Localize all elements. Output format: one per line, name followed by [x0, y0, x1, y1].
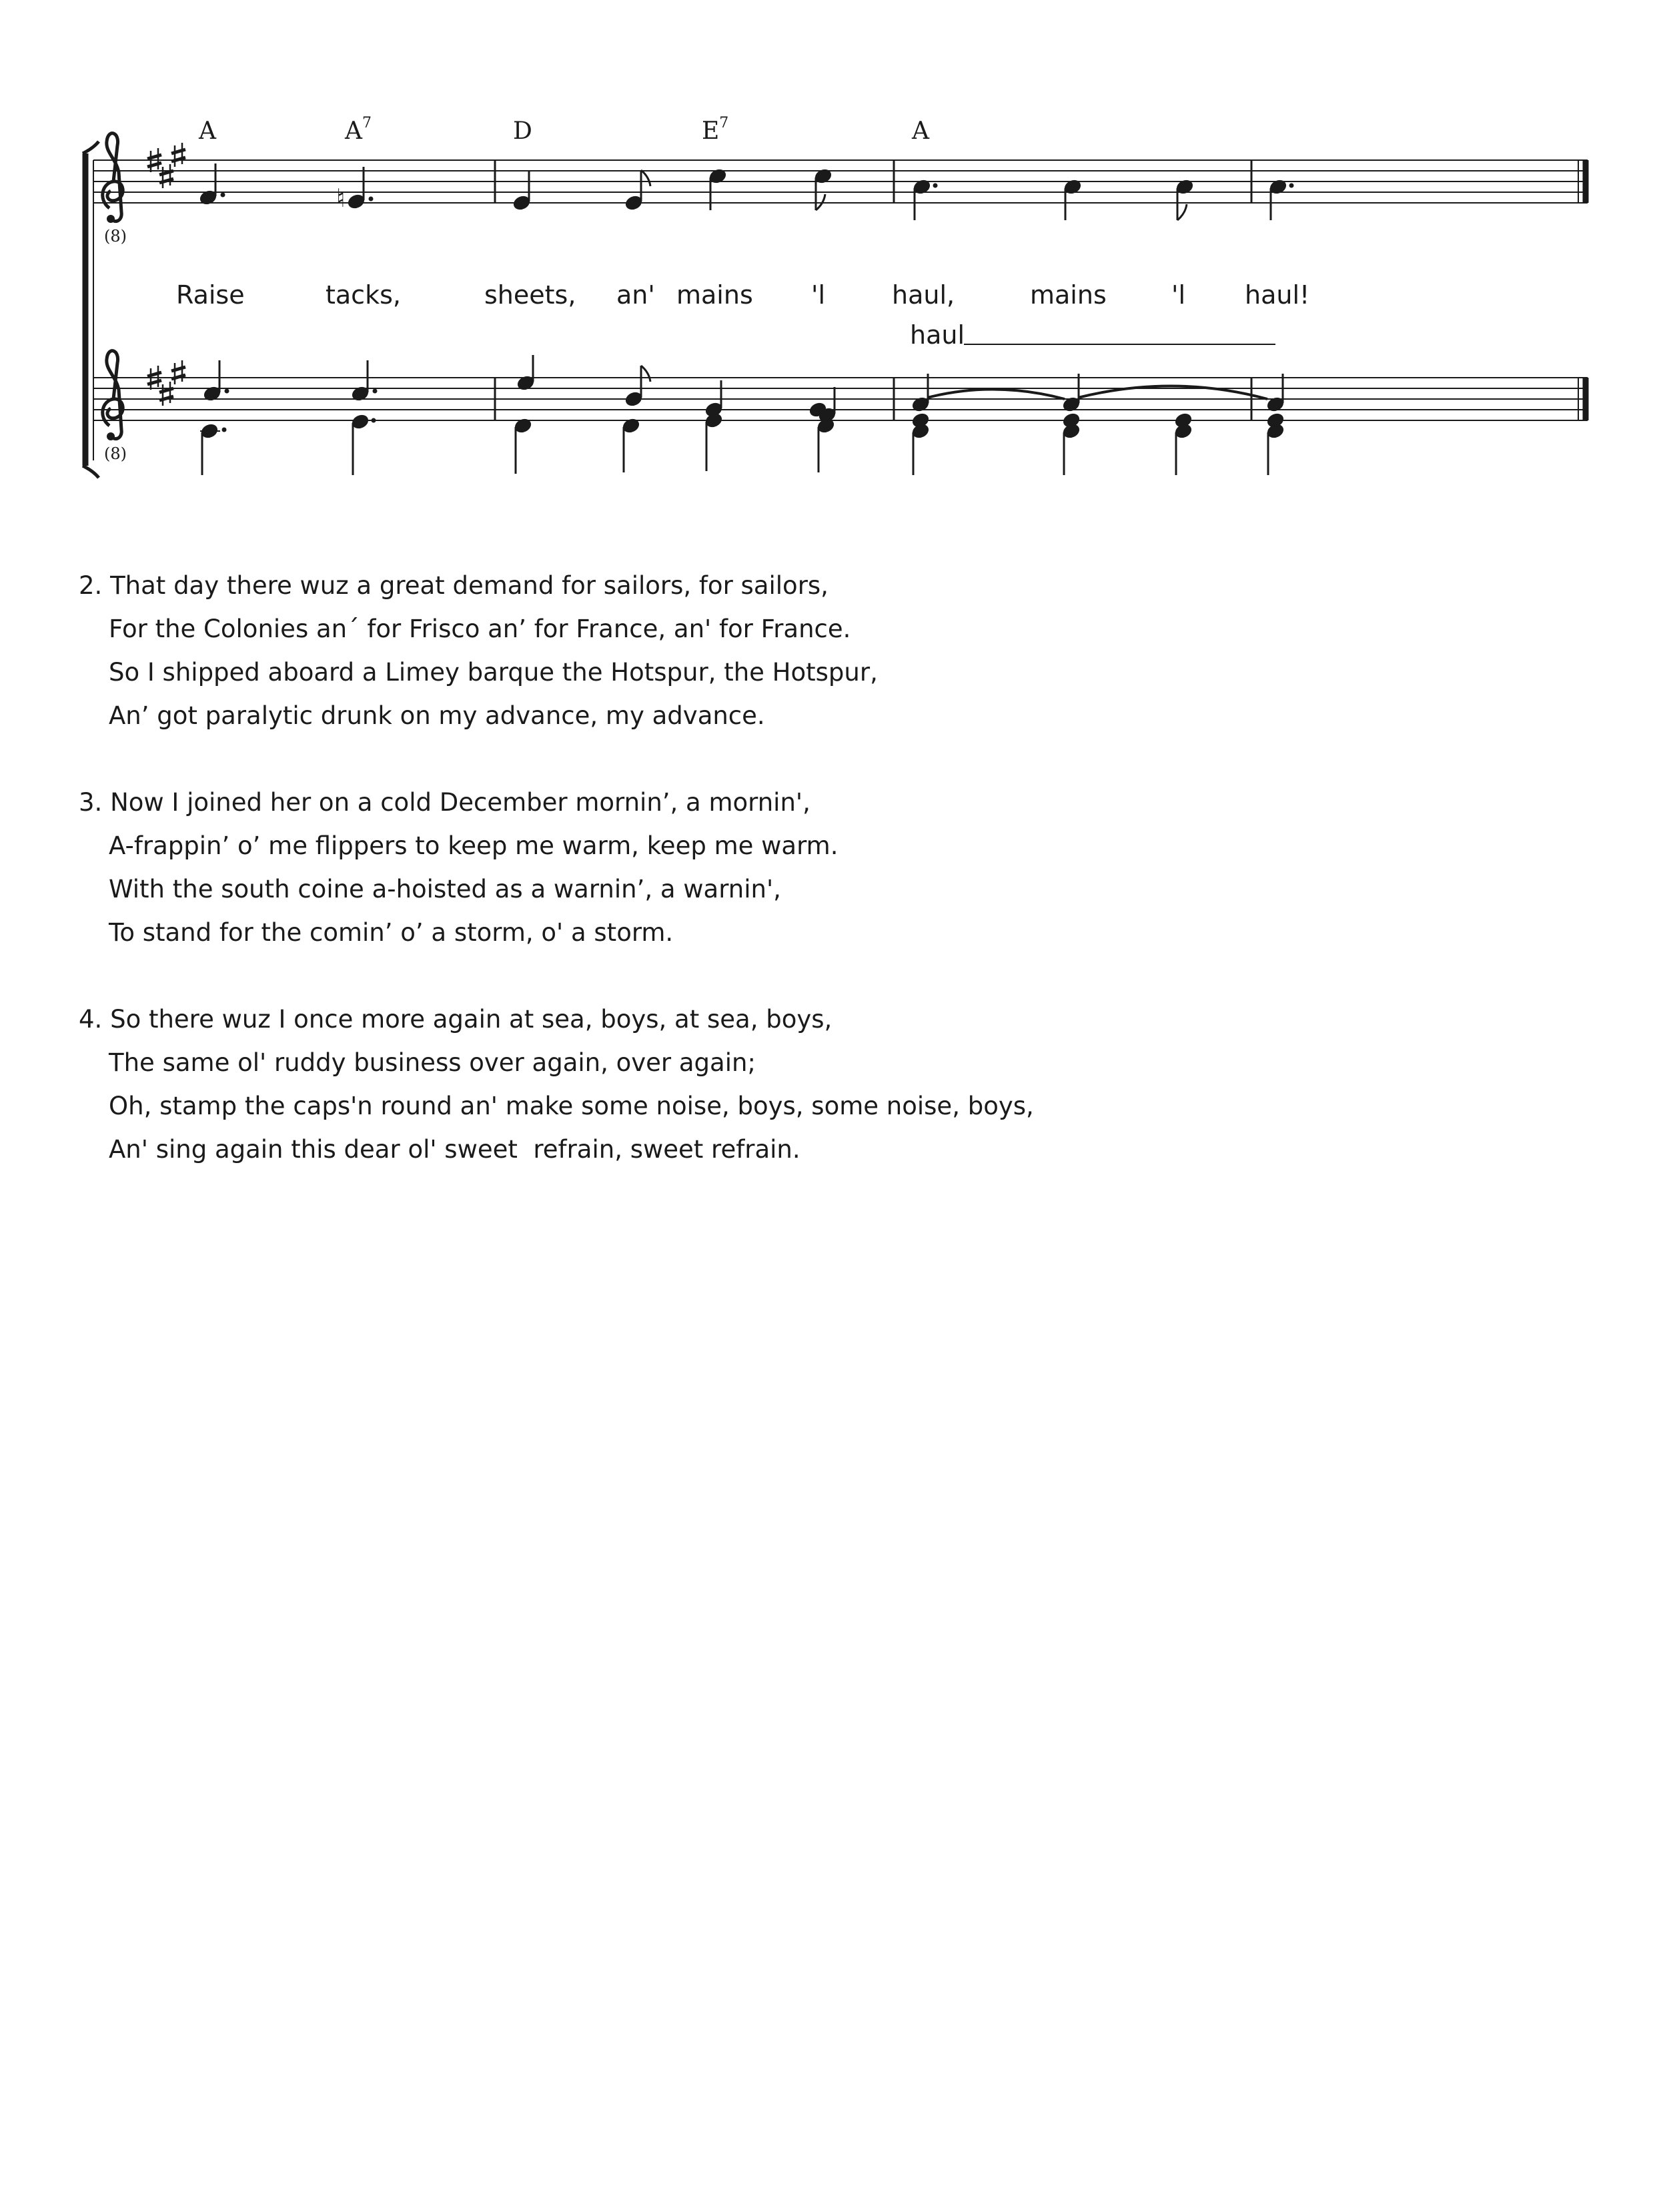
chord-symbol: D — [513, 117, 532, 145]
verse-line: So I shipped aboard a Limey barque the Hotspur, the Hotspur, — [109, 658, 878, 687]
lower-lyric: haul — [910, 320, 965, 350]
key-signature — [147, 143, 185, 406]
verse-line: To stand for the comin’ o’ a storm, o' a storm. — [109, 918, 674, 947]
octave-marker: (8) — [104, 444, 127, 463]
verse-line — [79, 998, 1034, 1041]
lower-notes — [200, 355, 1284, 475]
lyric-syllable: tacks, — [326, 280, 401, 310]
lyric-syllable: mains — [676, 280, 753, 310]
treble-clef-icon — [103, 351, 123, 440]
verse — [79, 781, 1034, 954]
svg-text:♮: ♮ — [336, 183, 346, 213]
verse-number: 4. — [79, 1005, 103, 1034]
lyric-syllable: sheets, — [484, 280, 576, 310]
verse-line: Oh, stamp the caps'n round an' make some noise, boys, some noise, boys, — [109, 1092, 1034, 1120]
verse — [79, 564, 1034, 737]
verse-number: 2. — [79, 571, 103, 600]
lyric-syllable: mains — [1030, 280, 1107, 310]
verse-text: Now I joined her on a cold December mornin’, a mornin', — [110, 788, 810, 817]
lyric-syllable: Raise — [176, 280, 245, 310]
verse-number: 3. — [79, 788, 103, 817]
lower-staff — [93, 378, 1588, 420]
verse-line — [79, 781, 1034, 824]
verse-line: With the south coine a-hoisted as a warnin’, a warnin', — [109, 875, 781, 903]
verse-line: The same ol' ruddy business over again, over again; — [109, 1048, 756, 1077]
lyric-syllable: an' — [616, 280, 655, 310]
verse-line: An' sing again this dear ol' sweet refrain, sweet refrain. — [109, 1135, 800, 1164]
verse-line: For the Colonies an´ for Frisco an’ for France, an' for France. — [109, 615, 851, 643]
chord-symbol: A — [912, 117, 929, 145]
lyric-syllable: 'l — [1171, 280, 1186, 310]
verse-line: A-frappin’ o’ me flippers to keep me warm, keep me warm. — [109, 831, 839, 860]
lyric-syllable: haul, — [892, 280, 955, 310]
upper-staff — [93, 160, 1588, 203]
verse-line — [79, 564, 1034, 607]
verse-text: So there wuz I once more again at sea, boys, at sea, boys, — [110, 1005, 833, 1034]
octave-marker: (8) — [104, 227, 127, 246]
verse — [79, 998, 1034, 1171]
verse-text: That day there wuz a great demand for sailors, for sailors, — [110, 571, 828, 600]
treble-clef-icon — [103, 133, 123, 223]
chord-symbol: A — [199, 117, 216, 145]
music-score — [0, 0, 1657, 507]
chord-symbol: $A^7$ — [345, 115, 372, 145]
lyric-syllable: haul! — [1245, 280, 1310, 310]
verses — [79, 564, 1034, 1214]
chord-symbol: $E^7$ — [702, 115, 729, 145]
lyric-syllable: 'l — [811, 280, 826, 310]
verse-line: An’ got paralytic drunk on my advance, my advance. — [109, 701, 765, 730]
